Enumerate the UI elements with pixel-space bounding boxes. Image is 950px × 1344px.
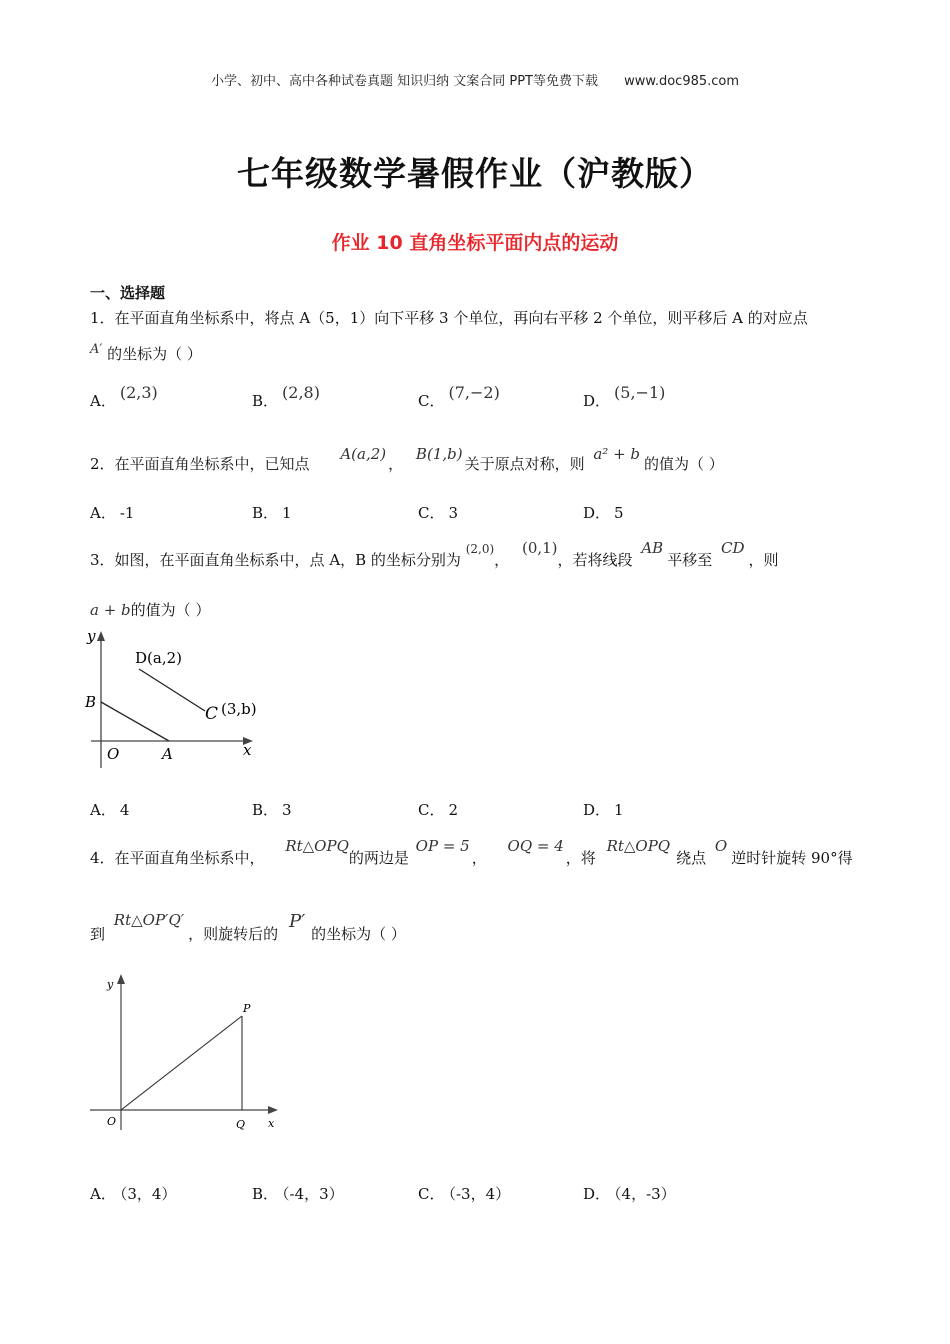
q3-figure xyxy=(85,625,275,775)
q4-option-d[interactable]: D． （4，-3） xyxy=(583,1185,676,1203)
q3-stem: 3．如图，在平面直角坐标系中，点 A，B 的坐标分别为 $^{(2,0)}$， (0,1)，若将线段 AB平移至 CD，则 xyxy=(90,539,779,569)
q1-a-prime: A′ xyxy=(90,342,103,357)
q3-label-a: A xyxy=(162,745,173,763)
q4-point-o: O xyxy=(714,837,728,855)
q1-line1: 1．在平面直角坐标系中，将点 A（5，1）向下平移 3 个单位，再向右平移 2 个单位，则平移后 A 的对应点 xyxy=(90,309,808,327)
q3-label-c-coord: (3,b) xyxy=(221,700,257,718)
q3-y-arrow xyxy=(97,631,105,641)
q3-option-d[interactable]: D． 1 xyxy=(583,801,624,819)
q3-coord-a: (2,0) xyxy=(465,542,495,556)
page-subtitle: 作业 10 直角坐标平面内点的运动 xyxy=(331,232,619,254)
q3-label-d: D(a,2) xyxy=(135,649,182,667)
q3-segment-cd-line xyxy=(139,669,205,711)
q4-y-arrow xyxy=(117,974,125,984)
q1-option-d[interactable]: D． (5,−1) xyxy=(583,383,666,410)
q3-segment-ab-line xyxy=(101,702,169,741)
q4-triangle-2: Rt△OPQ xyxy=(606,837,671,855)
header-site[interactable]: www.doc985.com xyxy=(624,74,740,89)
q3-stem-line2: a + b的值为（ ） xyxy=(90,601,211,619)
q4-oq: OQ = 4 xyxy=(507,837,564,855)
page-header xyxy=(0,70,950,89)
q1-option-a[interactable]: A． (2,3) xyxy=(90,383,158,410)
q2-option-d[interactable]: D． 5 xyxy=(583,504,624,522)
q3-option-c[interactable]: C． 2 xyxy=(418,801,459,819)
q4-label-o: O xyxy=(107,1115,117,1128)
q4-label-x: x xyxy=(268,1117,275,1130)
q3-option-a[interactable]: A． 4 xyxy=(90,801,130,819)
header-text: 小学、初中、高中各种试卷真题 知识归纳 文案合同 PPT等免费下载 xyxy=(210,74,598,89)
page-title: 七年级数学暑假作业（沪教版） xyxy=(237,154,713,193)
q4-stem-line2: 到 Rt△OP′Q′，则旋转后的 P′的坐标为（ ） xyxy=(90,911,406,943)
q3-label-x: x xyxy=(243,741,252,759)
q4-rotated-triangle: Rt△OP′Q′ xyxy=(113,911,185,929)
q3-coord-b: (0,1) xyxy=(521,539,558,557)
q3-label-b: B xyxy=(85,693,97,711)
q2-stem: 2．在平面直角坐标系中，已知点 A(a,2)， B(1,b)关于原点对称，则 a² + b的值为（ ） xyxy=(90,445,724,473)
q4-segment-op xyxy=(121,1016,242,1110)
q2-expression: a² + b xyxy=(593,445,641,463)
q4-label-y: y xyxy=(107,978,114,991)
q4-option-a[interactable]: A． （3，4） xyxy=(90,1185,177,1203)
section-heading: 一、选择题 xyxy=(90,284,166,302)
q3-segment-cd: CD xyxy=(720,539,745,557)
q3-expression: a + b xyxy=(90,601,131,619)
q4-x-arrow xyxy=(268,1106,278,1114)
q3-option-b[interactable]: B． 3 xyxy=(252,801,292,819)
q2-option-c[interactable]: C． 3 xyxy=(418,504,459,522)
q4-p-prime: P′ xyxy=(288,911,306,932)
q3-label-c: C xyxy=(205,704,219,724)
q2-point-a: A(a,2) xyxy=(340,445,387,463)
q4-stem: 4．在平面直角坐标系中， Rt△OPQ的两边是 OP = 5， OQ = 4，将 Rt△OPQ绕点 O逆时针旋转 90°得 xyxy=(90,837,853,867)
q1-option-c[interactable]: C． (7,−2) xyxy=(418,383,500,410)
q4-op: OP = 5 xyxy=(415,837,470,855)
q1-line2-text: 的坐标为（ ） xyxy=(107,345,202,363)
q3-label-o: O xyxy=(107,745,120,763)
q4-option-b[interactable]: B． （-4，3） xyxy=(252,1185,344,1203)
q2-option-b[interactable]: B． 1 xyxy=(252,504,292,522)
q2-point-b: B(1,b) xyxy=(415,445,463,463)
q1-option-b[interactable]: B． (2,8) xyxy=(252,383,320,410)
q3-label-y: y xyxy=(87,627,96,645)
q4-label-q: Q xyxy=(236,1118,246,1131)
q4-label-p: P xyxy=(243,1002,251,1015)
q4-triangle: Rt△OPQ xyxy=(285,837,349,855)
q1-line2 xyxy=(90,344,202,366)
q2-option-a[interactable]: A． -1 xyxy=(90,504,135,522)
q3-segment-ab: AB xyxy=(641,539,664,557)
q4-figure xyxy=(85,970,285,1135)
q4-option-c[interactable]: C． （-3，4） xyxy=(418,1185,511,1203)
